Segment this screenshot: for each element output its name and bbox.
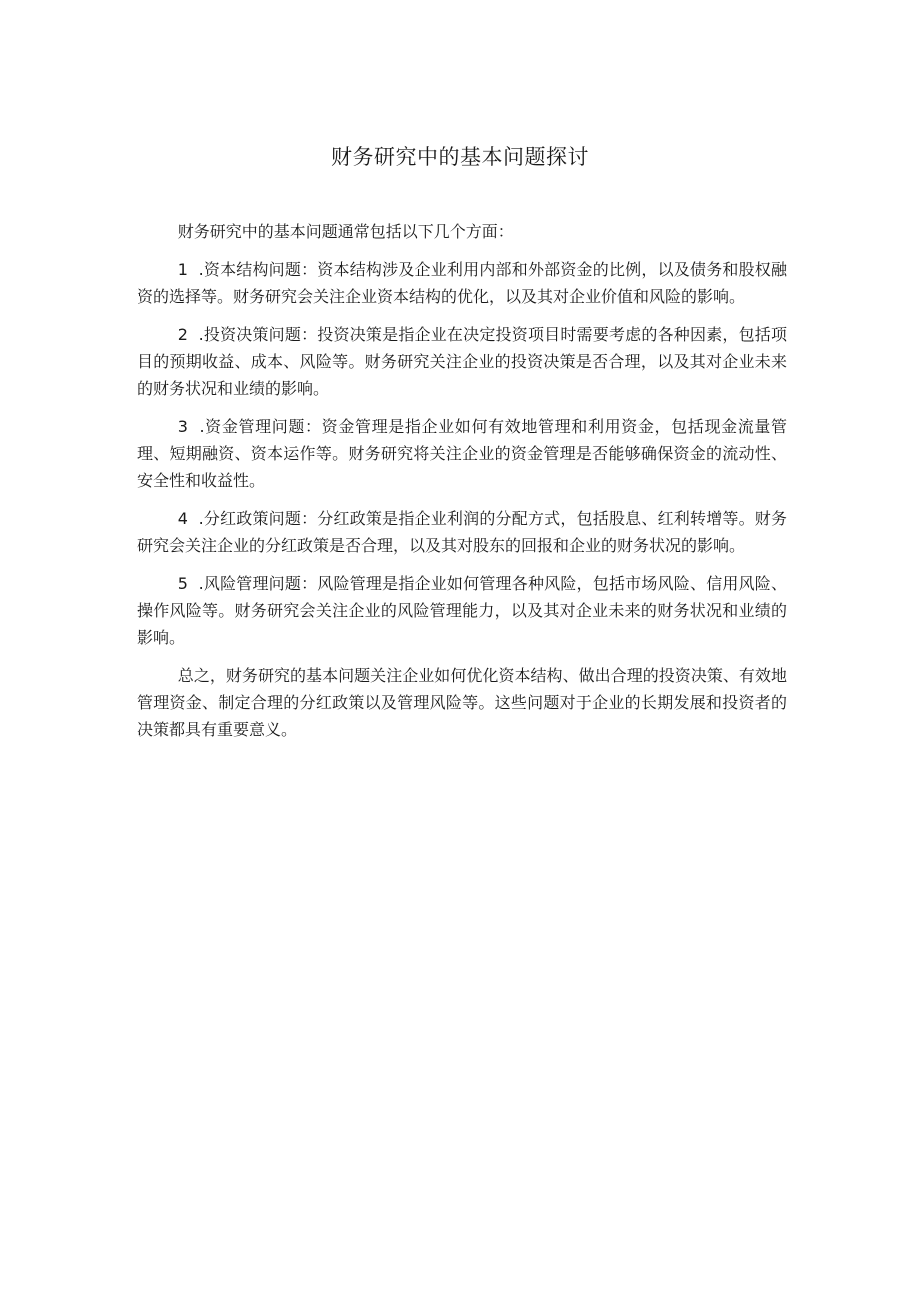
item-number: 5 (177, 574, 188, 593)
item-text: .风险管理问题：风险管理是指企业如何管理各种风险，包括市场风险、信用风险、操作风险等。财务研究会关注企业的风险管理能力，以及其对企业未来的财务状况和业绩的影响。 (137, 574, 788, 647)
document-title: 财务研究中的基本问题探讨 (331, 145, 589, 169)
item-number: 3 (177, 417, 188, 436)
intro-paragraph: 财务研究中的基本问题通常包括以下几个方面： (177, 222, 514, 241)
document-body (137, 218, 787, 754)
item-paragraph-5 (137, 570, 787, 651)
item-text: .资金管理问题：资金管理是指企业如何有效地管理和利用资金，包括现金流量管理、短期融资、资本运作等。财务研究将关注企业的资金管理是否能够确保资金的流动性、安全性和收益性。 (137, 417, 788, 490)
item-paragraph-1 (137, 256, 787, 310)
item-text: .资本结构问题：资本结构涉及企业利用内部和外部资金的比例，以及债务和股权融资的选择等。财务研究会关注企业资本结构的优化，以及其对企业价值和风险的影响。 (137, 260, 788, 306)
item-number: 1 (177, 260, 188, 279)
item-paragraph-4 (137, 505, 787, 559)
item-paragraph-3 (137, 413, 787, 494)
item-paragraph-2 (137, 321, 787, 402)
item-number: 4 (177, 509, 188, 528)
item-number: 2 (177, 325, 188, 344)
item-text: .投资决策问题：投资决策是指企业在决定投资项目时需要考虑的各种因素，包括项目的预期收益、成本、风险等。财务研究关注企业的投资决策是否合理，以及其对企业未来的财务状况和业绩的影响。 (137, 325, 788, 398)
item-text: .分红政策问题：分红政策是指企业利润的分配方式，包括股息、红利转增等。财务研究会关注企业的分红政策是否合理，以及其对股东的回报和企业的财务状况的影响。 (137, 509, 788, 555)
conclusion-paragraph: 总之，财务研究的基本问题关注企业如何优化资本结构、做出合理的投资决策、有效地管理资金、制定合理的分红政策以及管理风险等。这些问题对于企业的长期发展和投资者的决策都具有重要意义。 (137, 666, 787, 739)
